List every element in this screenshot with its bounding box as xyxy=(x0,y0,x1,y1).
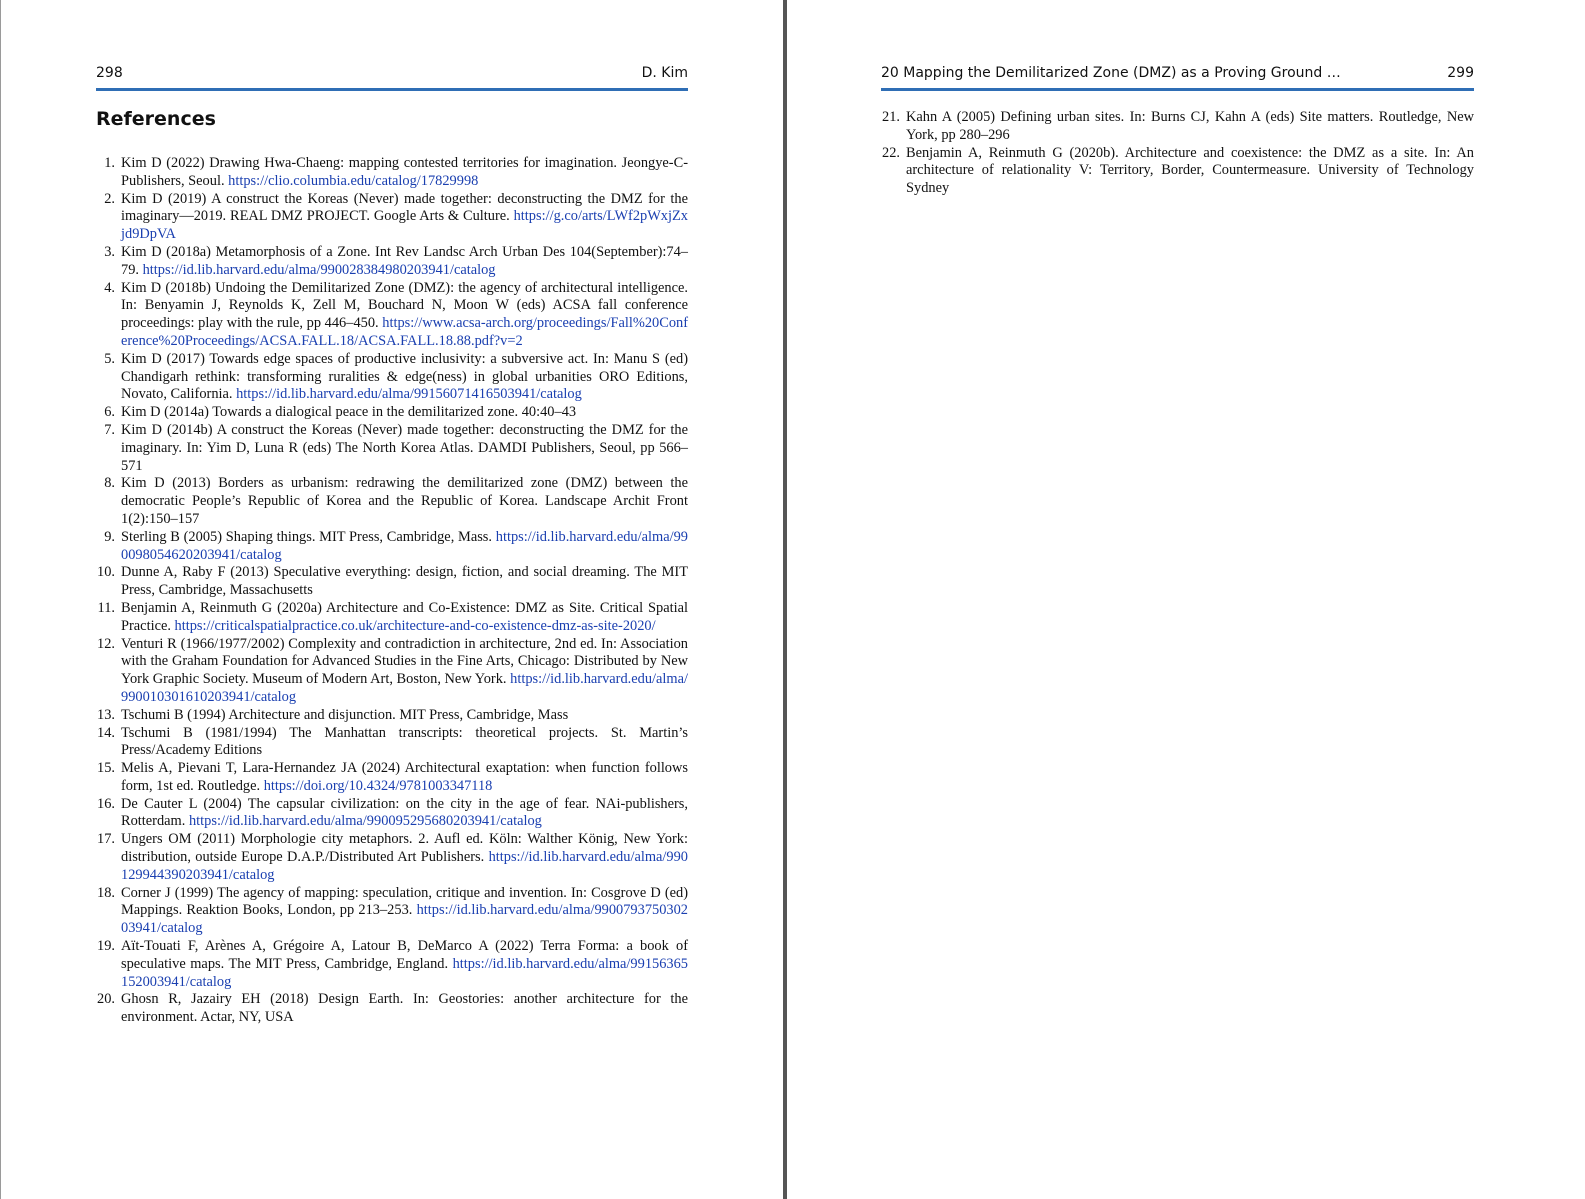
reference-text: Benjamin A, Reinmuth G (2020a) Architecture and Co-Existence: DMZ as Site. Critical Spatial Practice. xyxy=(121,599,688,634)
reference-item xyxy=(96,885,688,938)
reference-text: Kim D (2013) Borders as urbanism: redrawing the demilitarized zone (DMZ) between the democratic People’s Republic of Korea and the Republic of Korea. Landscape Archit Front 1(2):150–157 xyxy=(121,475,688,527)
reference-list xyxy=(96,155,688,1027)
reference-text: Tschumi B (1994) Architecture and disjunction. MIT Press, Cambridge, Mass xyxy=(121,706,569,723)
reference-item xyxy=(96,938,688,991)
reference-item xyxy=(96,191,688,244)
reference-item xyxy=(96,600,688,636)
reference-text: Kim D (2018b) Undoing the Demilitarized Zone (DMZ): the agency of architectural intelligence. In: Benyamin J, Reynolds K, Zell M, Bouchard N, Moon W (eds) ACSA fall conference proceedings: play with the rule, pp 446–450. xyxy=(121,279,688,332)
reference-text: Kim D (2014b) A construct the Koreas (Never) made together: deconstructing the DMZ for the imaginary. In: Yim D, Luna R (eds) The North Korea Atlas. DAMDI Publishers, Seoul, pp 566–571 xyxy=(121,421,688,474)
reference-item xyxy=(96,564,688,600)
running-head: D. Kim xyxy=(641,65,688,81)
left-page-header xyxy=(96,62,688,91)
page-gutter xyxy=(783,0,787,1199)
reference-text: Kim D (2014a) Towards a dialogical peace in the demilitarized zone. 40:40–43 xyxy=(121,404,577,421)
reference-number: 7. xyxy=(104,421,115,438)
reference-item xyxy=(96,760,688,796)
reference-text: Kim D (2018a) Metamorphosis of a Zone. Int Rev Landsc Arch Urban Des 104(September):74–79. xyxy=(121,243,688,278)
reference-text: Kahn A (2005) Defining urban sites. In: Burns CJ, Kahn A (eds) Site matters. Routledge, New York, pp 280–296 xyxy=(906,109,1474,143)
reference-number: 9. xyxy=(104,528,115,545)
reference-number: 1. xyxy=(104,155,115,171)
reference-link[interactable]: https://id.lib.harvard.edu/alma/990098054620203941/catalog xyxy=(121,528,688,563)
reference-item xyxy=(96,529,688,565)
reference-item xyxy=(96,475,688,528)
reference-item xyxy=(96,422,688,475)
reference-number: 20. xyxy=(97,991,115,1008)
reference-item xyxy=(96,636,688,707)
reference-text: Melis A, Pievani T, Lara-Hernandez JA (2024) Architectural exaptation: when function follows form, 1st ed. Routledge. xyxy=(121,760,688,794)
reference-item xyxy=(96,796,688,832)
reference-text: Tschumi B (1981/1994) The Manhattan transcripts: theoretical projects. St. Martin’s Press/Academy Editions xyxy=(121,724,688,759)
reference-link[interactable]: https://id.lib.harvard.edu/alma/990010301610203941/catalog xyxy=(121,671,688,705)
reference-number: 4. xyxy=(104,279,115,296)
reference-link[interactable]: https://id.lib.harvard.edu/alma/990028384980203941/catalog xyxy=(142,261,496,278)
reference-number: 14. xyxy=(97,724,115,741)
reference-text: Aït-Touati F, Arènes A, Grégoire A, Latour B, DeMarco A (2022) Terra Forma: a book of speculative maps. The MIT Press, Cambridge, England. xyxy=(121,938,688,972)
reference-number: 22. xyxy=(882,144,900,161)
reference-text: Dunne A, Raby F (2013) Speculative everything: design, fiction, and social dreaming. The MIT Press, Cambridge, Massachusetts xyxy=(121,564,688,599)
reference-number: 21. xyxy=(882,109,900,125)
reference-item xyxy=(96,351,688,404)
reference-text: Kim D (2019) A construct the Koreas (Never) made together: deconstructing the DMZ for the imaginary—2019. REAL DMZ PROJECT. Google Arts & Culture. xyxy=(121,190,688,225)
reference-text: Venturi R (1966/1977/2002) Complexity and contradiction in architecture, 2nd ed. In: Association with the Graham Foundation for Advanced Studies in the Fine Arts, Chicago: Distributed by New York Graphic Society. Museum of Modern Art, Boston, New York. xyxy=(121,635,688,688)
right-page-header xyxy=(881,62,1474,91)
reference-link[interactable]: https://doi.org/10.4324/9781003347118 xyxy=(263,777,493,794)
reference-number: 18. xyxy=(97,884,115,901)
reference-text: Ungers OM (2011) Morphologie city metaphors. 2. Aufl ed. Köln: Walther König, New York: distribution, outside Europe D.A.P./Distributed Art Publishers. xyxy=(121,831,688,866)
page-number: 299 xyxy=(1447,65,1474,81)
reference-number: 6. xyxy=(104,404,115,421)
reference-text: Corner J (1999) The agency of mapping: speculation, critique and invention. In: Cosgrove D (ed) Mappings. Reaktion Books, London, pp 213–253. xyxy=(121,884,688,919)
reference-link[interactable]: https://id.lib.harvard.edu/alma/990129944390203941/catalog xyxy=(121,849,688,883)
reference-item xyxy=(96,155,688,191)
reference-number: 15. xyxy=(97,760,115,777)
running-head: 20 Mapping the Demilitarized Zone (DMZ) as a Proving Ground … xyxy=(881,65,1341,81)
reference-text: Kim D (2022) Drawing Hwa-Chaeng: mapping contested territories for imagination. Jeongye-C-Publishers, Seoul. xyxy=(121,155,688,189)
page-number: 298 xyxy=(96,65,123,81)
reference-text: De Cauter L (2004) The capsular civilization: on the city in the age of fear. NAi-publishers, Rotterdam. xyxy=(121,795,688,830)
reference-number: 5. xyxy=(104,350,115,367)
reference-item xyxy=(96,404,688,422)
reference-link[interactable]: https://clio.columbia.edu/catalog/17829998 xyxy=(228,172,479,189)
reference-number: 12. xyxy=(97,635,115,652)
reference-number: 17. xyxy=(97,831,115,848)
reference-item xyxy=(96,244,688,280)
reference-link[interactable]: https://id.lib.harvard.edu/alma/99156071416503941/catalog xyxy=(236,386,582,403)
right-page xyxy=(881,0,1474,1199)
reference-link[interactable]: https://g.co/arts/LWf2pWxjZxjd9DpVA xyxy=(121,208,688,243)
reference-text: Kim D (2017) Towards edge spaces of productive inclusivity: a subversive act. In: Manu S (ed) Chandigarh rethink: transforming ruralities & edge(ness) in global urbanities ORO Editions, Novato, California. xyxy=(121,350,688,403)
reference-text: Ghosn R, Jazairy EH (2018) Design Earth. In: Geostories: another architecture for the environment. Actar, NY, USA xyxy=(121,991,688,1026)
reference-text: Benjamin A, Reinmuth G (2020b). Architecture and coexistence: the DMZ as a site. In: An architecture of relationality V: Territory, Border, Countermeasure. University of Technology Sydney xyxy=(906,144,1474,197)
left-page xyxy=(96,0,688,1199)
reference-item xyxy=(96,280,688,351)
reference-item xyxy=(96,831,688,884)
reference-text: Sterling B (2005) Shaping things. MIT Press, Cambridge, Mass. xyxy=(121,528,496,545)
page-edge xyxy=(0,0,1,1199)
reference-link[interactable]: https://www.acsa-arch.org/proceedings/Fall%20Conference%20Proceedings/ACSA.FALL.18/ACSA.FALL.18.88.pdf?v=2 xyxy=(121,315,688,349)
reference-number: 11. xyxy=(97,599,115,616)
reference-link[interactable]: https://id.lib.harvard.edu/alma/990095295680203941/catalog xyxy=(188,813,542,830)
reference-item xyxy=(881,145,1474,198)
section-title: References xyxy=(96,108,216,130)
reference-item xyxy=(96,725,688,761)
reference-number: 16. xyxy=(97,795,115,812)
reference-number: 19. xyxy=(97,938,115,955)
reference-link[interactable]: https://id.lib.harvard.edu/alma/990079375030203941/catalog xyxy=(121,902,688,937)
reference-item xyxy=(881,109,1474,145)
reference-number: 3. xyxy=(104,243,115,260)
reference-number: 13. xyxy=(97,706,115,723)
reference-item xyxy=(96,991,688,1027)
reference-number: 10. xyxy=(97,564,115,581)
reference-link[interactable]: https://id.lib.harvard.edu/alma/99156365152003941/catalog xyxy=(121,955,688,990)
reference-number: 8. xyxy=(104,475,115,492)
reference-link[interactable]: https://criticalspatialpractice.co.uk/architecture-and-co-existence-dmz-as-site-2020/ xyxy=(174,617,656,634)
reference-number: 2. xyxy=(104,190,115,207)
reference-item xyxy=(96,707,688,725)
reference-list xyxy=(881,109,1474,198)
